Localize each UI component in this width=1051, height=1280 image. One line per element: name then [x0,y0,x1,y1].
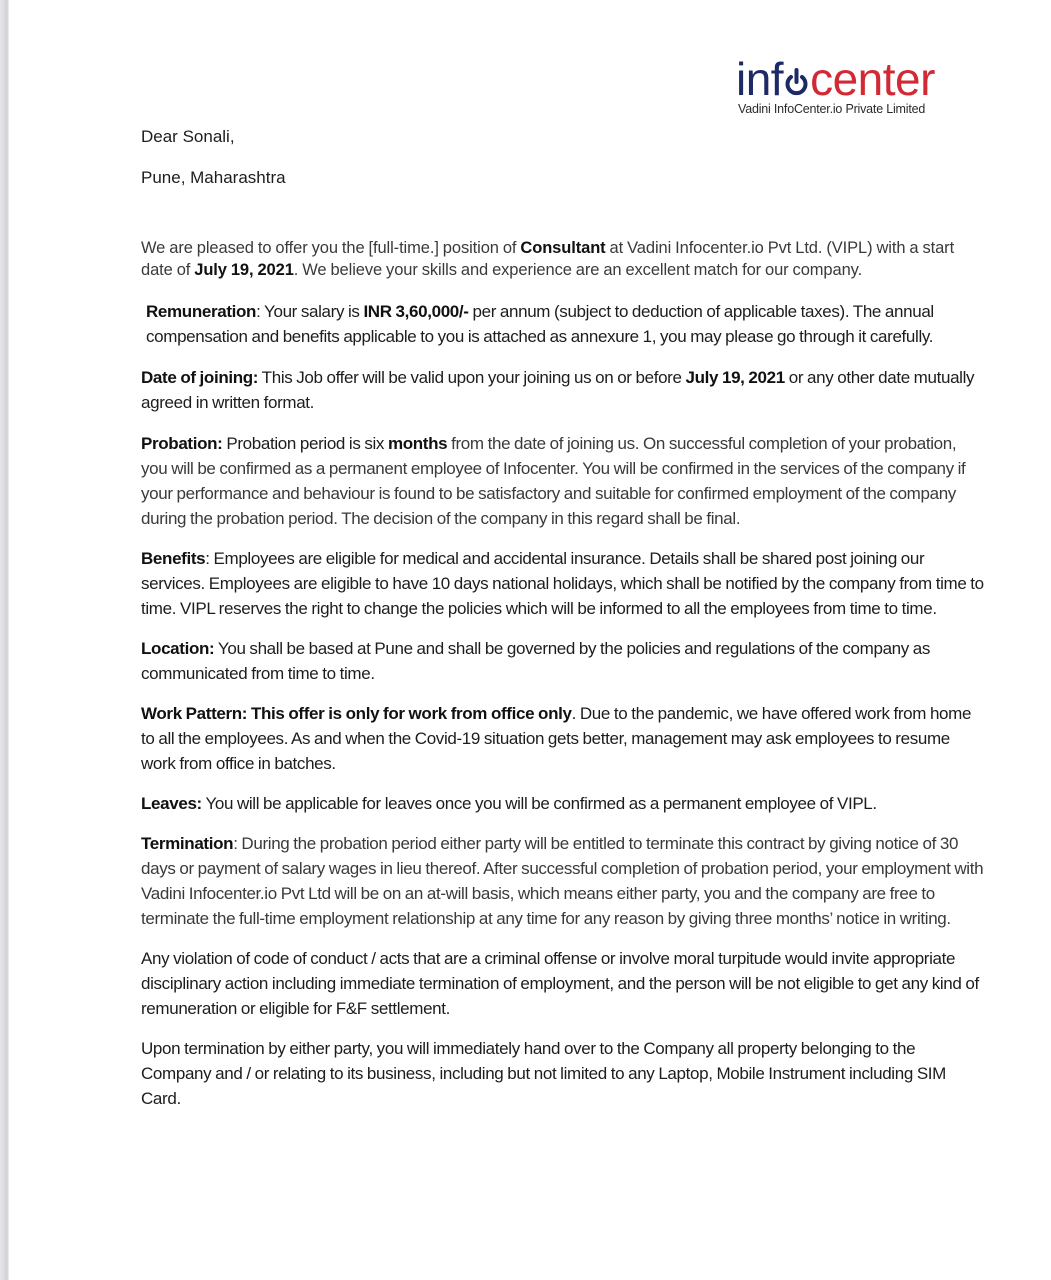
termination-paragraph [141,831,986,931]
start-date: July 19, 2021 [194,261,294,279]
offer-letter-body [141,126,986,1111]
work-pattern-text: . Due to the pandemic, we have offered work from home to all the employees. As and when the Covid-19 situation gets better, management may ask employees to resume work from office in batches. [141,704,972,773]
probation-text-2: from the date of joining us. On successful completion of your probation, you will be confirmed as a permanent employee of Infocenter. You will be confirmed in the services of the company if your performance and behaviour is found to be satisfactory and suitable for confirmed employment of the company during the probation period. The decision of the company in this regard shall be final. [141,434,966,528]
page-edge-shadow [0,0,9,1280]
date-of-joining-paragraph [141,365,986,415]
logo-word-center: center [810,53,935,105]
intro-text-3: . We believe your skills and experience are an excellent match for our company. [293,261,863,279]
probation-text-1: Probation period is six [222,434,388,453]
intro-paragraph [141,237,986,281]
location-label: Location: [141,639,215,658]
date-of-joining-text-1: This Job offer will be valid upon your joining us on or before [258,368,686,387]
remuneration-text-2: per annum (subject to deduction of applicable taxes). The annual compensation and benefits applicable to you is attached as annexure 1, you may please go through it carefully. [146,302,934,346]
power-icon [784,66,809,96]
remuneration-paragraph [141,299,986,349]
violation-paragraph: Any violation of code of conduct / acts that are a criminal offense or involve moral turpitude would invite appropriate disciplinary action including immediate termination of employment, and the person will be not eligible to get any kind of remuneration or eligible for F&F settlement. [141,949,979,1018]
date-of-joining-text-2: or any other date mutually agreed in written format. [141,368,975,412]
logo-subtitle: Vadini InfoCenter.io Private Limited [738,102,926,116]
logo-word-info: inf [736,53,784,105]
position-title: Consultant [520,239,606,257]
probation-label: Probation: [141,434,223,453]
benefits-text: : Employees are eligible for medical and accidental insurance. Details shall be shared post joining our services. Employees are eligible to have 10 days national holidays, which shall be notified by the company from time to time. VIPL reserves the right to change the policies which will be informed to all the employees from time to time. [141,549,984,618]
work-pattern-paragraph [141,701,986,776]
leaves-paragraph [141,791,986,816]
recipient-location: Pune, Maharashtra [141,168,286,187]
salutation: Dear Sonali, [141,127,235,146]
company-logo [736,53,951,116]
handover-paragraph: Upon termination by either party, you will immediately hand over to the Company all property belonging to the Company and / or relating to its business, including but not limited to any Laptop, Mobile Instrument including SIM Card. [141,1039,946,1108]
salary-amount: INR 3,60,000/- [363,302,469,321]
probation-paragraph [141,431,986,531]
termination-text: : During the probation period either party will be entitled to terminate this contract by giving notice of 30 days or payment of salary wages in lieu thereof. After successful completion of probation period, your employment with Vadini Infocenter.io Pvt Ltd will be on an at-will basis, which means either party, you and the company are free to terminate the full-time employment relationship at any time for any reason by giving three months’ notice in writing. [141,834,984,928]
location-text: You shall be based at Pune and shall be governed by the policies and regulations of the company as communicated from time to time. [141,639,931,683]
leaves-label: Leaves: [141,794,202,813]
intro-text-1: We are pleased to offer you the [full-time.] position of [141,239,521,257]
date-of-joining-label: Date of joining: [141,368,259,387]
remuneration-label: Remuneration [146,302,257,321]
benefits-label: Benefits [141,549,206,568]
leaves-text: You will be applicable for leaves once you will be confirmed as a permanent employee of VIPL. [201,794,877,813]
logo-wordmark [736,53,951,105]
joining-date: July 19, 2021 [685,368,785,387]
intro-text-2: at Vadini Infocenter.io Pvt Ltd. (VIPL) with a start date of [141,239,955,279]
remuneration-text-1: : Your salary is [256,302,364,321]
termination-label: Termination [141,834,234,853]
probation-months: months [387,434,448,453]
benefits-paragraph [141,546,986,621]
location-paragraph [141,636,986,686]
work-pattern-label: Work Pattern: This offer is only for work from office only [141,704,572,723]
